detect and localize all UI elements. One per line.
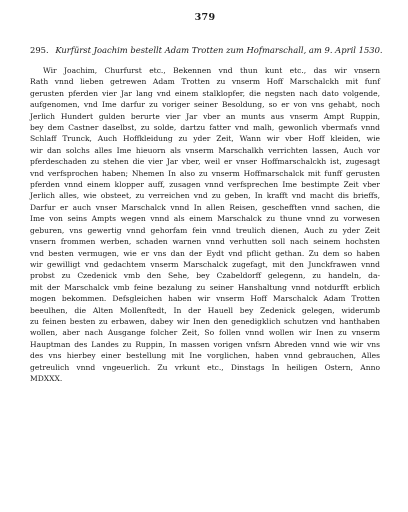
document-number: 295.: [30, 45, 49, 55]
body-line: beeulhen, die Alten Mollenftedt, In der Hauell bey Zedenick gelegen, widerumb: [30, 305, 380, 315]
document-body: [30, 65, 380, 384]
body-line: Darfur er auch vnser Marschalck vnnd In allen Reisen, geschefften vnnd sachen, die: [30, 202, 380, 212]
body-line: vnsern frommen werben, schaden warnen vnnd verhutten soll nach seinem hochsten: [30, 237, 380, 247]
body-line: mit der Marschalck vmb feine bezalung zu seiner Hanshaltung vnnd notdurfft erblich: [30, 282, 380, 292]
body-line: Wir Joachim, Churfurst etc., Bekennen vnd thun kunt etc., das wir vnsern: [43, 66, 380, 75]
body-line: MDXXX.: [30, 373, 63, 383]
body-line: aufgenomen, vnd Ime darfur zu voriger seiner Besoldung, so er von vns gehabt, noch: [30, 100, 380, 110]
body-line: zu feinen besten zu erbawen, dabey wir Inen den genedigklich schutzen vnd hanthaben: [30, 316, 380, 326]
body-line: getreulich vnnd vngeuerlich. Zu vrkunt etc., Dinstags In heiligen Ostern, Anno: [30, 362, 380, 372]
body-line: Hauptman des Landes zu Ruppin, In massen vorigen vnfsrn Abreden vnnd wie wir vns: [30, 339, 380, 349]
body-line: pferdeschaden zu stehen die vier Jar vber, weil er vnser Hoffmarschalckh ist, zugesagt: [30, 157, 380, 167]
body-line: pferden vnnd einem klopper auff, zusagen vnnd verfsprechen Ime bestimpte Zeit vber: [30, 180, 380, 190]
body-line: probst zu Czedenick vmb den Sehe, bey Czabeldorff gelegenn, zu handeln, da-: [30, 271, 380, 281]
body-line: Schlaff Trunck, Auch Hoffkleidung zu yder Zeit, Wann wir vber Hoff kleiden, wie: [30, 134, 380, 144]
body-line: wollen, aber nach Ausgange folcher Zeit, So follen vnnd wollen wir Inen zu vnserm: [30, 328, 380, 338]
document-heading: [30, 45, 383, 55]
page-number: 379: [194, 12, 216, 23]
body-line: wir dan solchs alles Ime hieuorn als vnserm Marschalkh verrichten lassen, Auch vor: [30, 145, 380, 155]
body-line: gerusten pferden vier Jar lang vnd einem stalklopfer, die negsten nach dato volgende,: [30, 88, 380, 98]
body-line: Jerlich alles, wie obsteet, zu verreichen vnd zu geben, In krafft vnd macht dis brieffs,: [30, 191, 380, 201]
body-line: wir gewilligt vnd gedachtem vnserm Marschalck zugefagt, mit den Junckfrawen vnnd: [30, 259, 380, 269]
body-line: Ime von seins Ampts wegen vnnd als einem Marschalck zu thune vnnd zu vorwesen: [30, 214, 380, 224]
body-line: vnd verfsprochen haben; Nhemen In also zu vnserm Hoffmarschalck mit funff gerusten: [30, 168, 380, 178]
body-line: vnd besten vermugen, wie er vns dan der Eydt vnd pflicht gethan. Zu dem so haben: [30, 248, 380, 258]
body-line: geburen, vns gewertig vnnd gehorfam fein vnnd treulich dienen, Auch zu yder Zeit: [30, 225, 380, 235]
body-line: mogen bekommen. Defsgleichen haben wir vnserm Hoff Marschalck Adam Trotten: [30, 294, 380, 304]
document-title: Kurfürst Joachim bestellt Adam Trotten zum Hofmarschall, am 9. April 1530.: [55, 45, 383, 55]
body-line: Jerlich Hundert gulden berurte vier Jar vber an munts aus vnserm Ampt Ruppin,: [30, 111, 380, 121]
body-line: bey dem Castner daselbst, zu solde, dartzu fatter vnd malh, gewonlich vbermafs vnnd: [30, 123, 380, 133]
body-line: des vns hierbey einer bestellung mit Ine vorglichen, haben vnnd gebrauchen, Alles: [30, 351, 380, 361]
body-line: Rath vnnd lieben getrewen Adam Trotten zu vnserm Hoff Marschalckh mit funf: [30, 77, 380, 87]
